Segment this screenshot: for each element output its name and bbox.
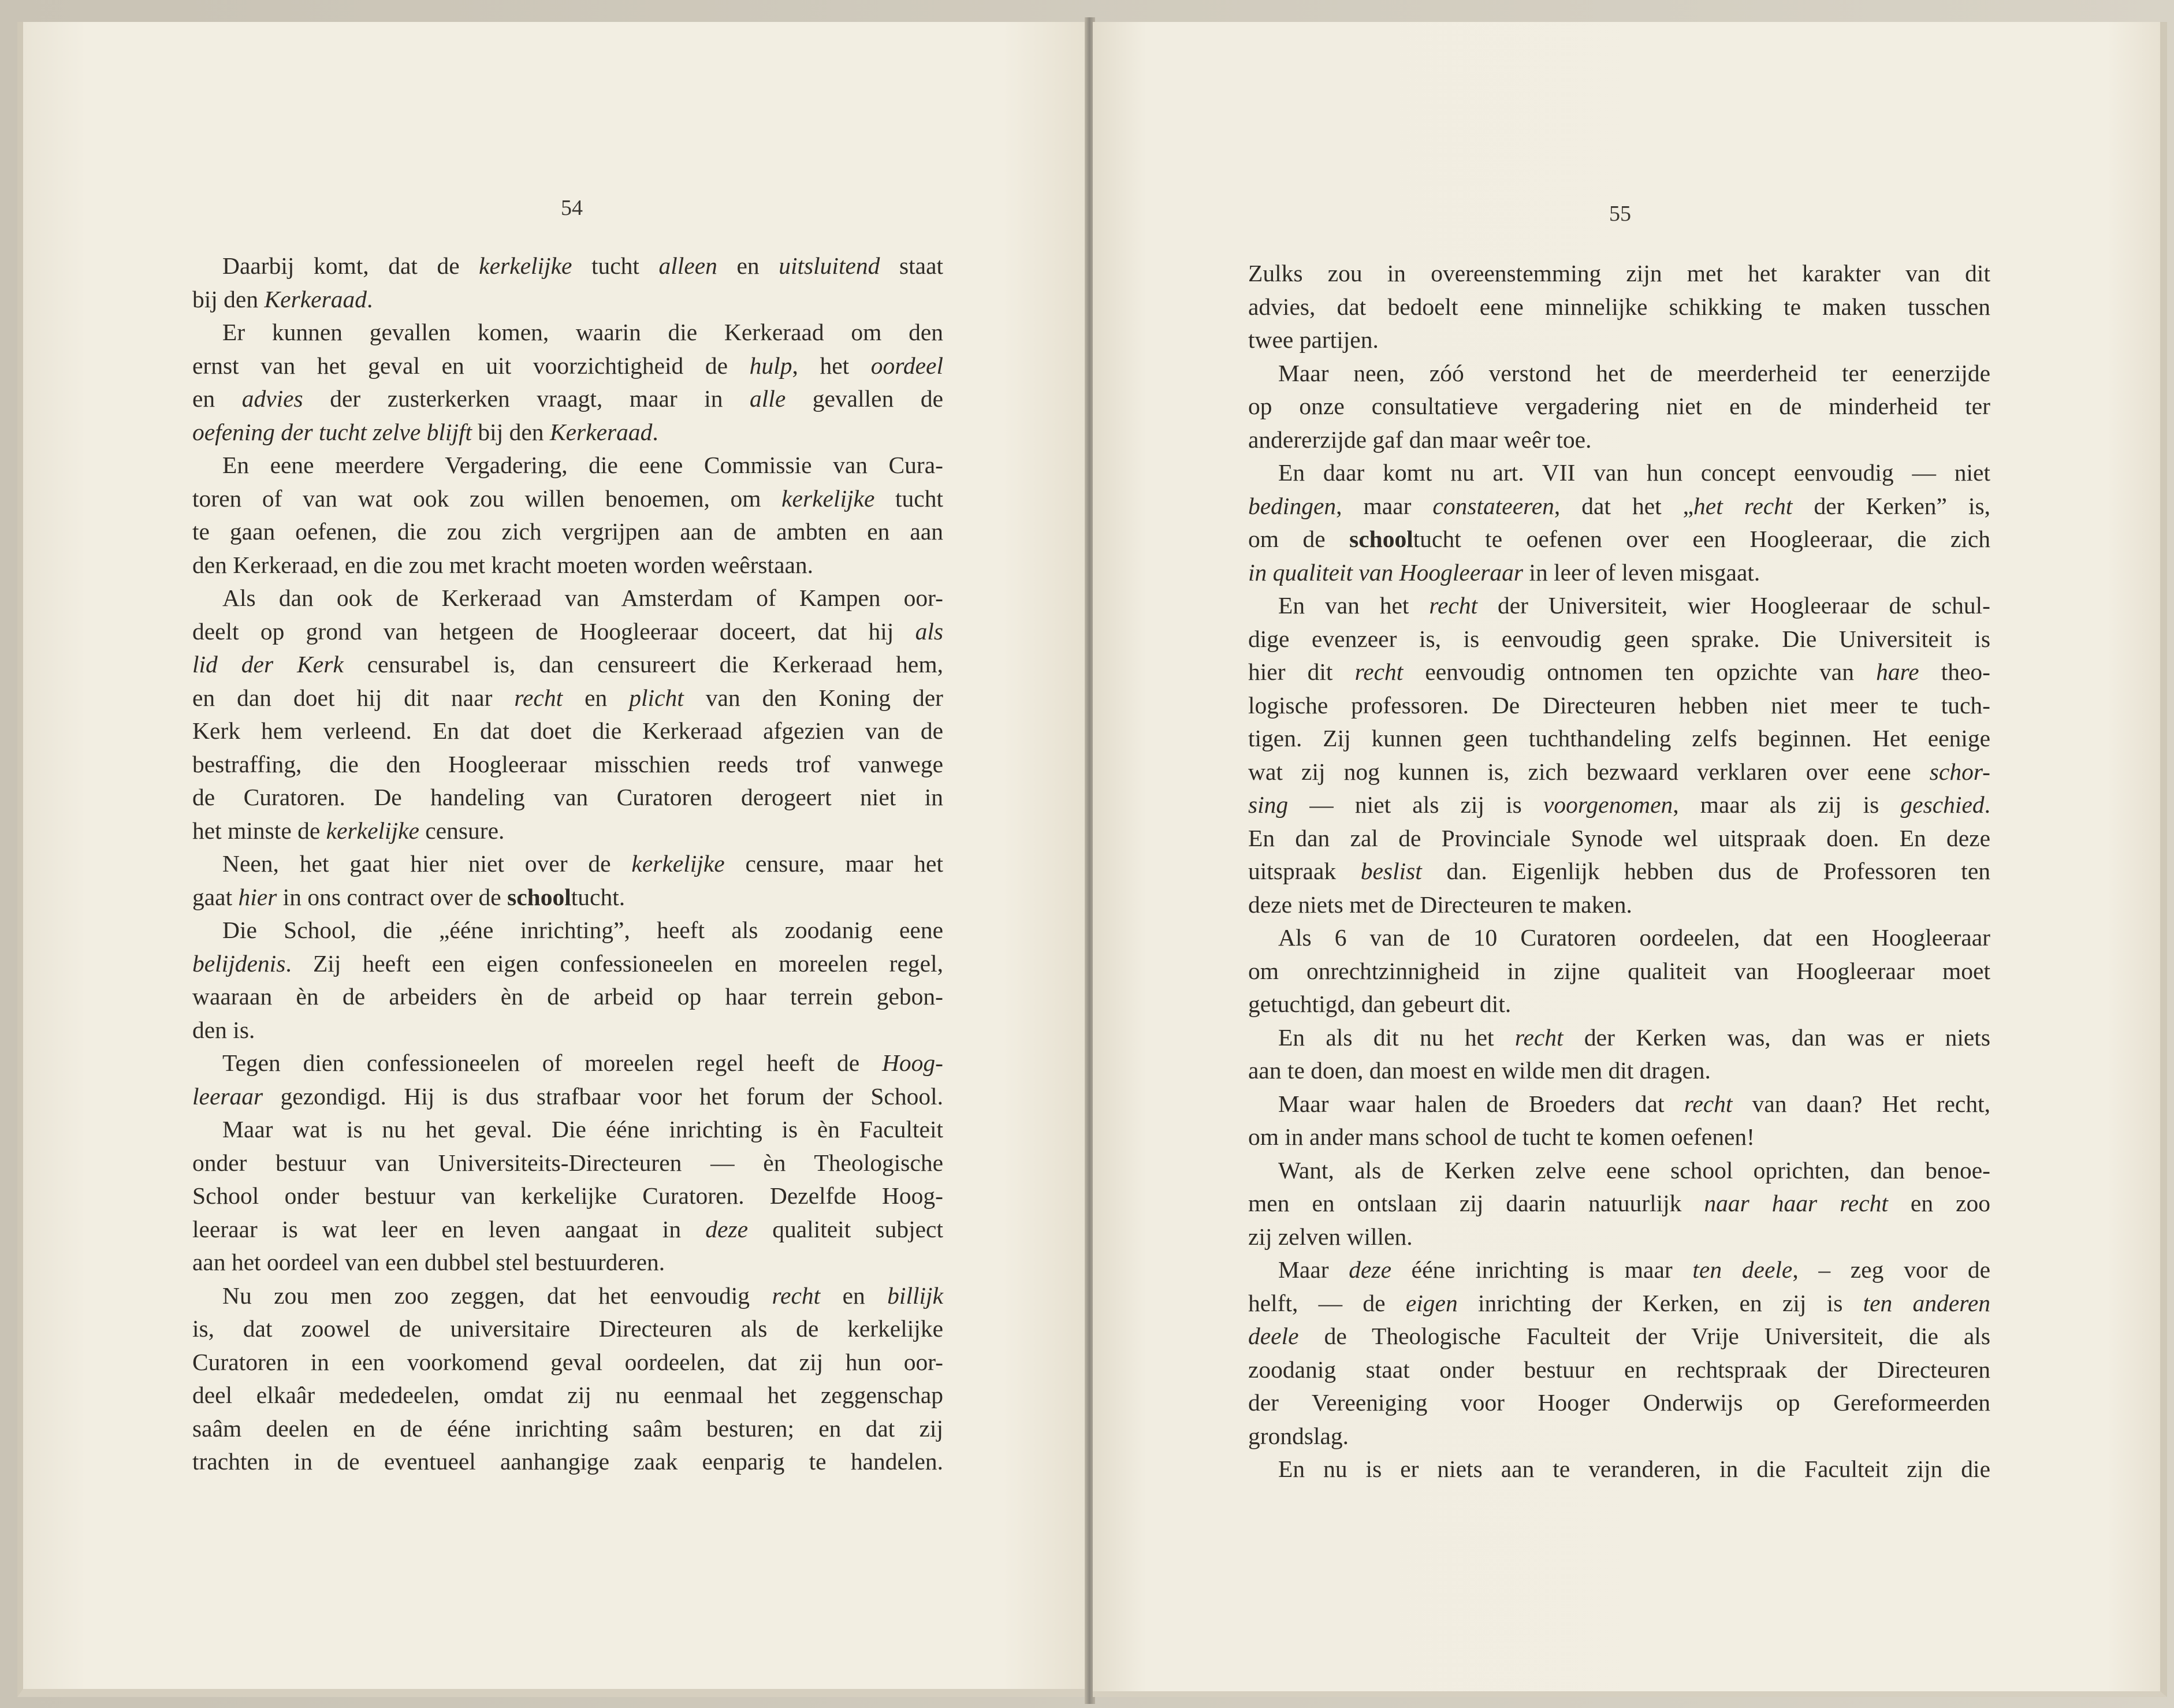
text-line: toren of van wat ook zou willen benoemen, om kerkelijke tucht: [192, 485, 943, 512]
text-line: Zulks zou in overeenstemming zijn met het karakter van dit: [1248, 260, 1990, 286]
text-line: deel elkaâr mededeelen, omdat zij nu eenmaal het zeggenschap: [192, 1382, 943, 1408]
text-line: logische professoren. De Directeuren hebben niet meer te tuch-: [1248, 691, 1990, 719]
text-line: bedingen, maar constateeren, dat het „het recht der Kerken” is,: [1248, 492, 1990, 519]
text-line: zoodanig staat onder bestuur en rechtspraak der Directeuren: [1248, 1356, 1990, 1383]
text-line: om in ander mans school de tucht te komen oefenen!: [1248, 1123, 1755, 1150]
text-line: der Vereeniging voor Hooger Onderwijs op Gereformeerden: [1248, 1389, 1990, 1416]
text-line: gaat hier in ons contract over de schooltucht.: [192, 883, 626, 910]
text-line: Daarbij komt, dat de kerkelijke tucht alleen en uitsluitend staat: [222, 252, 944, 279]
text-line: tigen. Zij kunnen geen tuchthandeling zelfs beginnen. Het eenige: [1248, 725, 1990, 751]
left-page-number: 54: [561, 196, 583, 220]
text-line: de Curatoren. De handeling van Curatoren derogeert niet in: [192, 784, 943, 810]
text-line: men en ontslaan zij daarin natuurlijk naar haar recht en zoo: [1248, 1190, 1990, 1216]
text-line: En daar komt nu art. VII van hun concept eenvoudig — niet: [1278, 459, 1990, 486]
text-line: ernst van het geval en uit voorzichtigheid de hulp, het oordeel: [192, 352, 943, 379]
text-line: bij den Kerkeraad.: [192, 285, 373, 312]
text-line: den Kerkeraad, en die zou met kracht moeten worden weêrstaan.: [192, 551, 814, 578]
text-line: Maar neen, zóó verstond het de meerderheid ter eenerzijde: [1278, 359, 1990, 386]
text-line: leeraar gezondigd. Hij is dus strafbaar voor het forum der School.: [192, 1082, 943, 1110]
text-line: advies, dat bedoelt eene minnelijke schikking te maken tusschen: [1248, 293, 1990, 320]
text-line: aan het oordeel van een dubbel stel bestuurderen.: [192, 1249, 665, 1275]
text-line: andererzijde gaf dan maar weêr toe.: [1248, 426, 1592, 453]
text-line: saâm deelen en de ééne inrichting saâm besturen; en dat zij: [192, 1415, 943, 1442]
text-line: bestraffing, die den Hoogleeraar misschien reeds trof vanwege: [192, 750, 943, 777]
text-line: twee partijen.: [1248, 326, 1379, 353]
text-line: deele de Theologische Faculteit der Vrije Universiteit, die als: [1248, 1323, 1990, 1349]
text-line: sing — niet als zij is voorgenomen, maar als zij is geschied.: [1248, 791, 1990, 818]
text-line: School onder bestuur van kerkelijke Curatoren. Dezelfde Hoog-: [192, 1182, 943, 1209]
text-line: aan te doen, dan moest en wilde men dit dragen.: [1248, 1057, 1711, 1084]
text-line: uitspraak beslist dan. Eigenlijk hebben dus de Professoren ten: [1248, 858, 1990, 884]
text-line: het minste de kerkelijke censure.: [192, 817, 505, 844]
text-line: trachten in de eventueel aanhangige zaak eenparig te handelen.: [192, 1448, 943, 1475]
text-line: deze niets met de Directeuren te maken.: [1248, 891, 1632, 918]
text-line: om de schooltucht te oefenen over een Hoogleeraar, die zich: [1248, 526, 1990, 552]
right-page-number: 55: [1609, 202, 1631, 226]
text-line: belijdenis. Zij heeft een eigen confessioneelen en moreelen regel,: [192, 950, 943, 977]
text-line: en dan doet hij dit naar recht en plicht van den Koning der: [192, 684, 943, 711]
text-line: om onrechtzinnigheid in zijne qualiteit van Hoogleeraar moet: [1248, 957, 1990, 984]
text-line: Die School, die „ééne inrichting”, heeft als zoodanig eene: [222, 917, 943, 943]
text-line: getuchtigd, dan gebeurt dit.: [1248, 991, 1512, 1017]
text-line: Neen, het gaat hier niet over de kerkelijke censure, maar het: [222, 850, 943, 877]
text-line: En nu is er niets aan te veranderen, in die Faculteit zijn die: [1278, 1456, 1990, 1482]
text-line: Nu zou men zoo zeggen, dat het eenvoudig recht en billijk: [222, 1282, 943, 1309]
text-line: En van het recht der Universiteit, wier Hoogleeraar de schul-: [1278, 592, 1990, 619]
text-line: den is.: [192, 1016, 255, 1043]
text-line: Maar deze ééne inrichting is maar ten deele, – zeg voor de: [1278, 1256, 1990, 1283]
text-line: en advies der zusterkerken vraagt, maar in alle gevallen de: [192, 385, 943, 412]
text-line: En dan zal de Provinciale Synode wel uitspraak doen. En deze: [1248, 824, 1990, 851]
text-line: te gaan oefenen, die zou zich vergrijpen aan de ambten en aan: [192, 518, 943, 545]
text-line: Maar waar halen de Broeders dat recht van daan? Het recht,: [1278, 1090, 1990, 1117]
text-line: in qualiteit van Hoogleeraar in leer of leven misgaat.: [1248, 559, 1760, 586]
text-line: dige evenzeer is, is eenvoudig geen sprake. Die Universiteit is: [1248, 625, 1990, 652]
text-line: helft, — de eigen inrichting der Kerken, en zij is ten anderen: [1248, 1289, 1990, 1316]
text-line: Want, als de Kerken zelve eene school oprichten, dan benoe-: [1278, 1156, 1990, 1184]
text-line: Tegen dien confessioneelen of moreelen regel heeft de Hoog-: [222, 1050, 943, 1076]
text-line: oefening der tucht zelve blijft bij den Kerkeraad.: [192, 418, 658, 445]
text-line: waaraan èn de arbeiders èn de arbeid op haar terrein gebon-: [192, 983, 943, 1010]
text-line: deelt op grond van hetgeen de Hoogleeraar doceert, dat hij als: [192, 617, 943, 645]
text-line: leeraar is wat leer en leven aangaat in deze qualiteit subject: [192, 1215, 943, 1242]
text-line: Curatoren in een voorkomend geval oordeelen, dat zij hun oor-: [192, 1348, 943, 1375]
text-line: zij zelven willen.: [1248, 1223, 1413, 1250]
left-page-body: [192, 250, 943, 1479]
text-line: Kerk hem verleend. En dat doet die Kerkeraad afgezien van de: [192, 717, 943, 744]
text-line: Maar wat is nu het geval. Die ééne inrichting is èn Faculteit: [222, 1116, 943, 1143]
text-line: grondslag.: [1248, 1422, 1349, 1449]
text-line: onder bestuur van Universiteits-Directeuren — èn Theologische: [192, 1149, 943, 1176]
text-line: En eene meerdere Vergadering, die eene Commissie van Cura-: [222, 452, 943, 478]
text-line: En als dit nu het recht der Kerken was, dan was er niets: [1278, 1024, 1990, 1051]
right-page-body: [1248, 257, 1990, 1486]
text-line: Als 6 van de 10 Curatoren oordeelen, dat een Hoogleeraar: [1278, 924, 1990, 951]
text-line: hier dit recht eenvoudig ontnomen ten opzichte van hare theo-: [1248, 658, 1990, 685]
text-line: Als dan ook de Kerkeraad van Amsterdam of Kampen oor-: [222, 585, 943, 611]
text-line: op onze consultatieve vergadering niet en de minderheid ter: [1248, 393, 1990, 419]
text-line: Er kunnen gevallen komen, waarin die Kerkeraad om den: [222, 319, 943, 345]
text-line: wat zij nog kunnen is, zich bezwaard verklaren over eene schor-: [1248, 758, 1990, 785]
text-line: lid der Kerk censurabel is, dan censureert die Kerkeraad hem,: [192, 651, 943, 678]
text-line: is, dat zoowel de universitaire Directeuren als de kerkelijke: [192, 1315, 943, 1342]
